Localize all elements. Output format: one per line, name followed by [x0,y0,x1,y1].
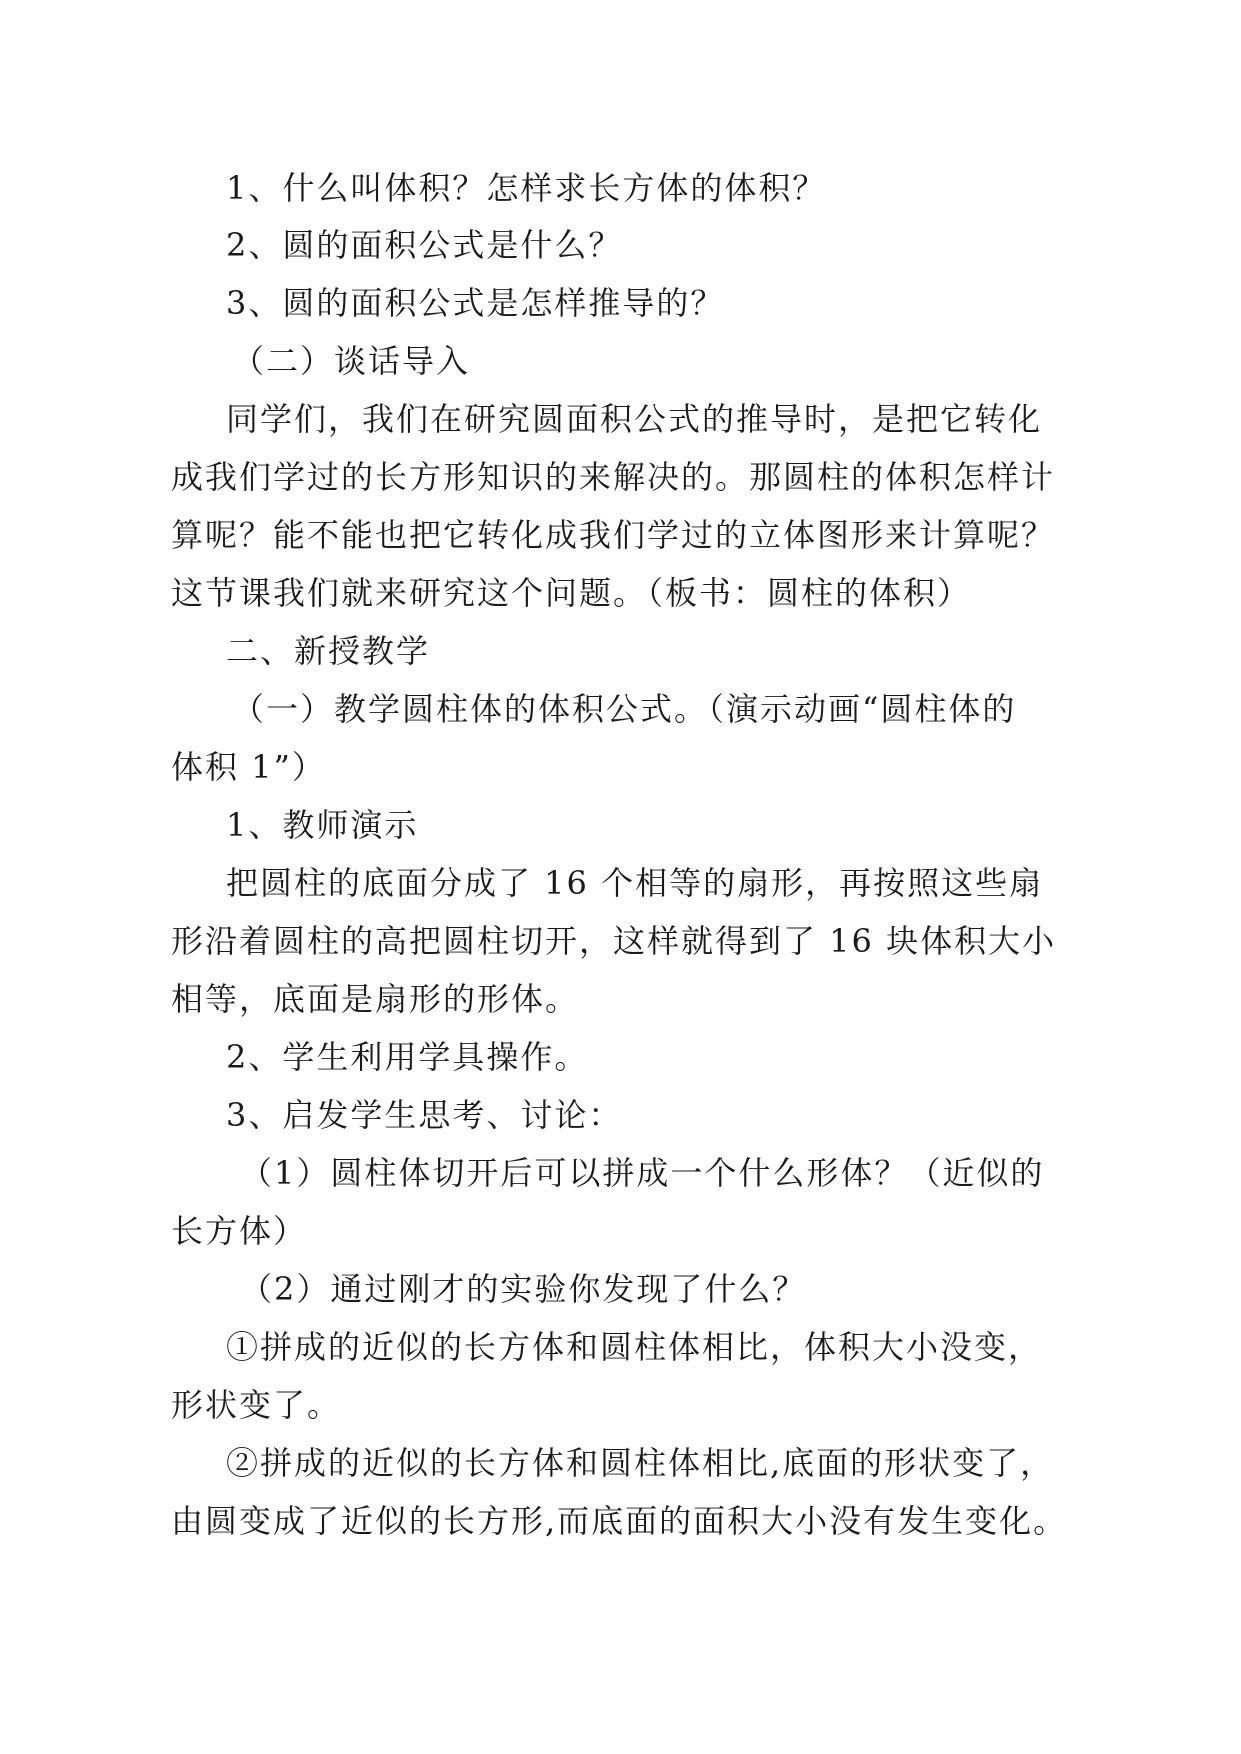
text-line: （二）谈话导入 [232,342,471,380]
text-line: 体积 1”） [171,748,326,786]
text-line: 1、教师演示 [226,806,419,844]
text-line: 成我们学过的长方形知识的来解决的。那圆柱的体积怎样计 [171,458,1056,496]
text-line: 长方体） [171,1212,308,1250]
text-line: 由圆变成了近似的长方形,而底面的面积大小没有发生变化。 [171,1502,1068,1540]
text-line: 1、什么叫体积？怎样求长方体的体积？ [226,169,827,207]
text-line: 算呢？能不能也把它转化成我们学过的立体图形来计算呢？ [171,516,1056,554]
text-line: 同学们，我们在研究圆面积公式的推导时，是把它转化 [226,400,1043,438]
text-line: 这节课我们就来研究这个问题。（板书：圆柱的体积） [171,574,972,612]
text-line: （一）教学圆柱体的体积公式。（演示动画“圆柱体的 [232,690,1017,728]
text-line: 相等，底面是扇形的形体。 [171,980,580,1018]
text-line: 2、圆的面积公式是什么？ [226,226,623,264]
text-line: 形沿着圆柱的高把圆柱切开，这样就得到了 16 块体积大小 [171,922,1057,960]
text-line: 2、学生利用学具操作。 [226,1038,589,1076]
text-line: 形状变了。 [171,1386,342,1424]
text-line: （2）通过刚才的实验你发现了什么？ [240,1270,807,1308]
text-line: 3、圆的面积公式是怎样推导的？ [226,284,725,322]
text-line: （1）圆柱体切开后可以拼成一个什么形体？（近似的 [240,1154,1045,1192]
text-line: 3、启发学生思考、讨论： [226,1096,623,1134]
text-line: ②拼成的近似的长方体和圆柱体相比,底面的形状变了， [226,1444,1055,1482]
text-line: 把圆柱的底面分成了 16 个相等的扇形，再按照这些扇 [226,864,1044,902]
text-line: 二、新授教学 [226,632,431,670]
text-line: ①拼成的近似的长方体和圆柱体相比，体积大小没变， [226,1328,1043,1366]
